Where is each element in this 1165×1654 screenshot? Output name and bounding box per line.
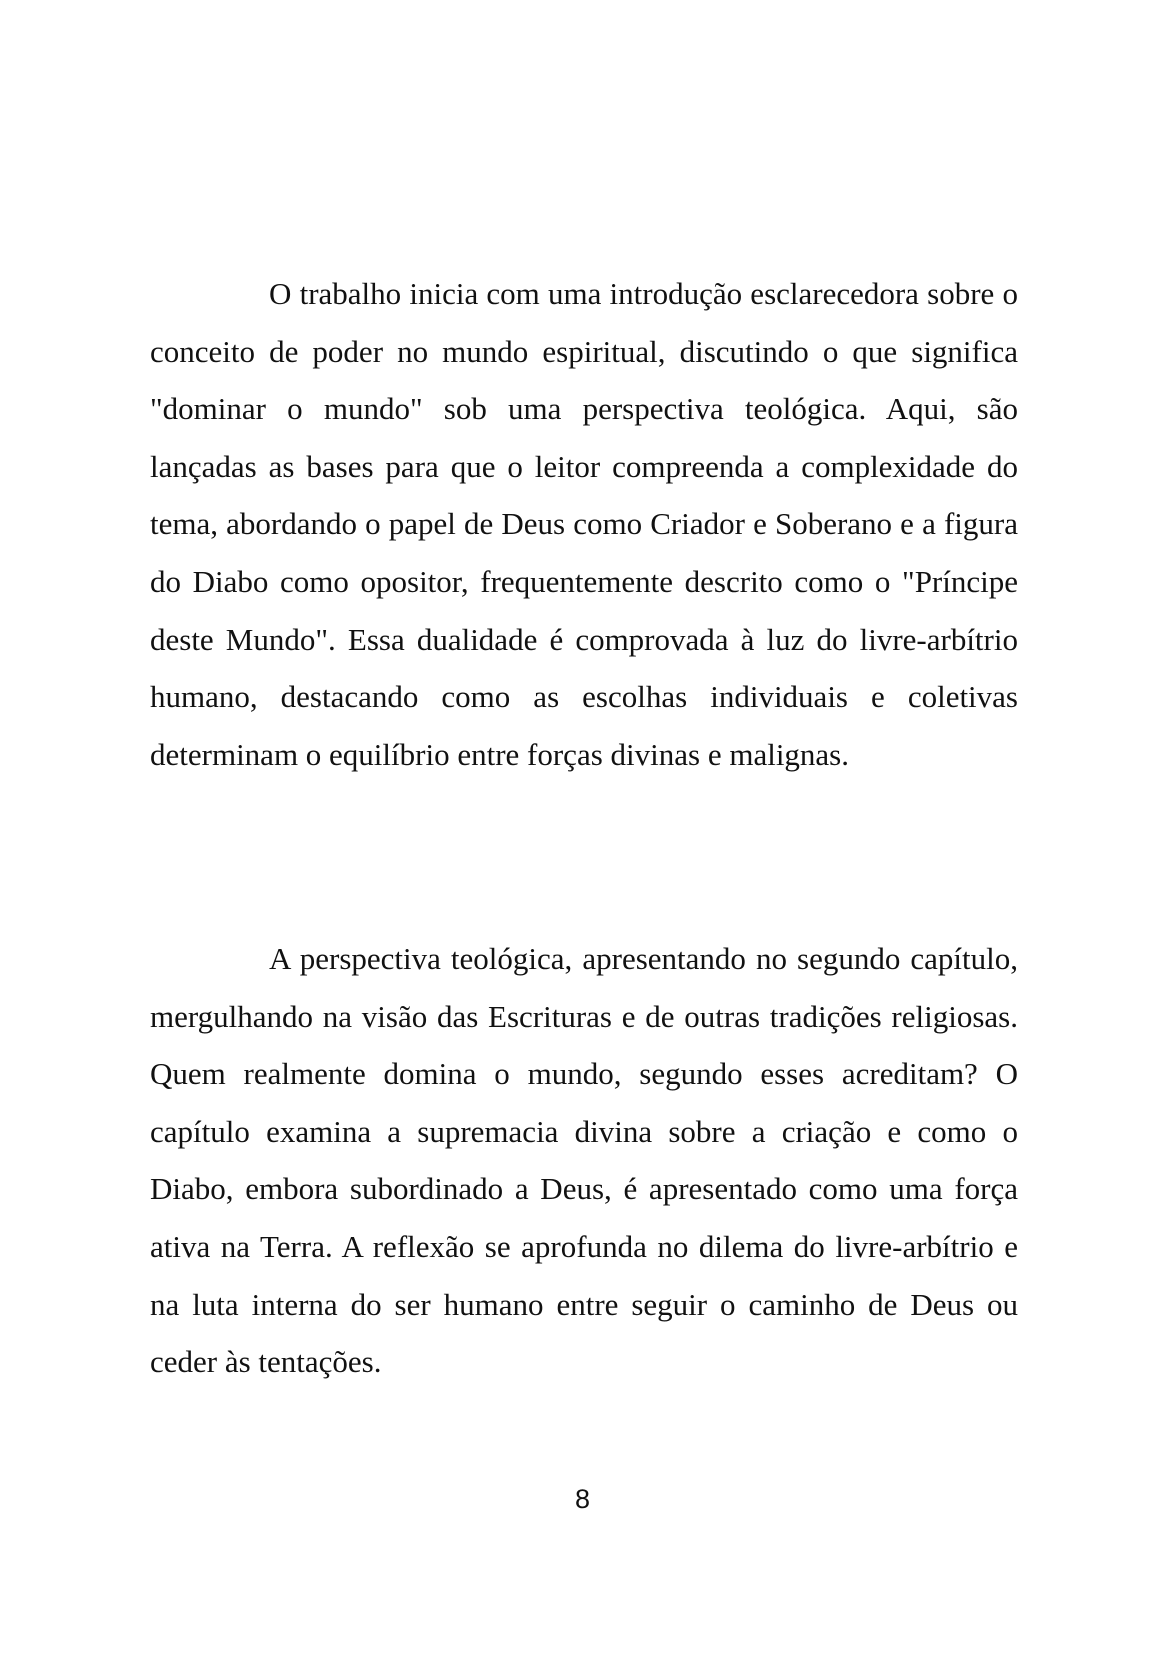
paragraph-introduction: O trabalho inicia com uma introdução esclarecedora sobre o conceito de poder no mundo espiritual, discutindo o que significa "dominar o mundo" sob uma perspectiva teológica. Aqui, são lançadas as bases para que o leitor compreenda a complexidade do tema, abordando o papel de Deus como Criador e Soberano e a figura do Diabo como opositor, frequentemente descrito como o "Príncipe deste Mundo". Essa dualidade é comprovada à luz do livre-arbítrio humano, destacando como as escolhas individuais e coletivas determinam o equilíbrio entre forças divinas e malignas. — [150, 276, 1018, 772]
page-number: 8 — [574, 1484, 591, 1514]
paragraph-theological-perspective: A perspectiva teológica, apresentando no segundo capítulo, mergulhando na visão das Escrituras e de outras tradições religiosas. Quem realmente domina o mundo, segundo esses acreditam? O capítulo examina a supremacia divina sobre a criação e como o Diabo, embora subordinado a Deus, é apresentado como uma força ativa na Terra. A reflexão se aprofunda no dilema do livre-arbítrio e na luta interna do ser humano entre seguir o caminho de Deus ou ceder às tentações. — [150, 941, 1018, 1380]
